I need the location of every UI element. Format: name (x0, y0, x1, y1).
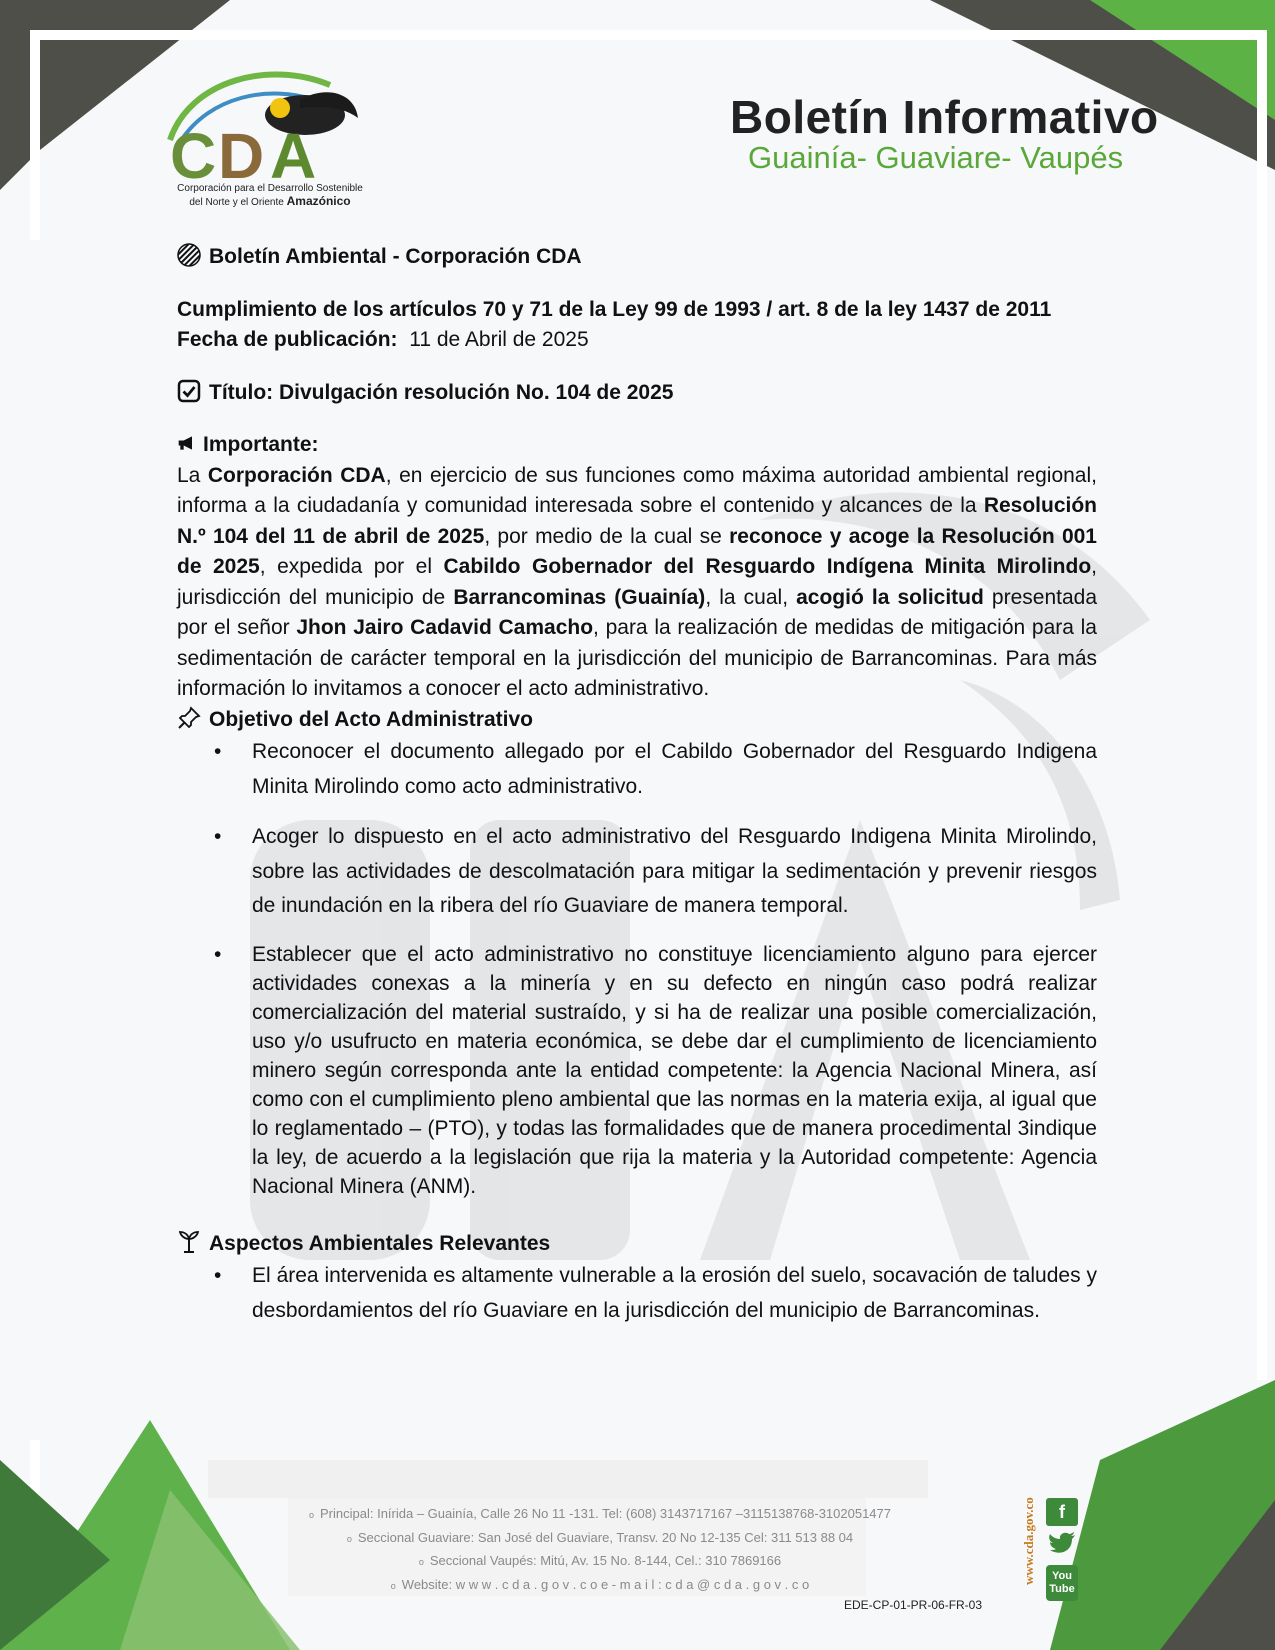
logo-line-1: Corporación para el Desarrollo Sostenible (177, 183, 363, 194)
footer-line-main: o Principal: Inírida – Guainía, Calle 26 No 11 -131. Tel: (608) 3143717167 –3115138768-3102051477 (309, 1506, 891, 1521)
footer-line-guaviare: o Seccional Guaviare: San José del Guaviare, Transv. 20 No 12-135 Cel: 311 513 88 04 (346, 1529, 854, 1545)
pin-icon (177, 706, 201, 730)
compliance-line: Cumplimiento de los artículos 70 y 71 de la Ley 99 de 1993 / art. 8 de la ley 1437 de 2011 (177, 297, 1052, 321)
resolution-title: Título: Divulgación resolución No. 104 de 2025 (209, 380, 674, 404)
svg-text:A: A (270, 120, 317, 192)
objetivo-title: Objetivo del Acto Administrativo (209, 707, 533, 731)
date-label: Fecha de publicación: (177, 328, 398, 351)
logo-line-2-bold: Amazónico (286, 194, 351, 208)
logo-caption (150, 182, 390, 209)
importante-label: Importante: (203, 433, 319, 456)
bulletin-title: Boletín Informativo (730, 91, 1159, 143)
footer-line-web: o Website: w w w . c d a . g o v . c o e - m a i l : c d a @ c d a . g o v . c o (390, 1576, 810, 1592)
section-heading (177, 242, 1097, 273)
list-item: • El área intervenida es altamente vulnerable a la erosión del suelo, socavación de taludes y desbordamientos del río Guaviare en la jurisdicción del municipio de Barrancominas. (252, 1259, 1097, 1328)
list-item: • Acoger lo dispuesto en el acto administrativo del Resguardo Indigena Minita Mirolindo, sobre las actividades de descolmatación para mitigar la sedimentación y prevenir riesgos de inundación en la ribera del río Guaviare de manera temporal. (252, 820, 1097, 924)
objetivo-list (177, 735, 1097, 1201)
importante-heading (177, 430, 1097, 461)
aspectos-list (177, 1259, 1097, 1328)
svg-text:D: D (218, 120, 265, 192)
title-line (177, 378, 1097, 409)
document-code: EDE-CP-01-PR-06-FR-03 (844, 1598, 983, 1612)
website-link[interactable]: www.cda.gov.co (1021, 1497, 1036, 1585)
bulletin-subtitle: Guainía- Guaviare- Vaupés (748, 140, 1124, 175)
aspectos-heading (177, 1229, 1097, 1260)
date-value: 11 de Abril de 2025 (409, 328, 589, 351)
section-title: Boletín Ambiental - Corporación CDA (209, 245, 582, 268)
publication-date (177, 325, 1097, 356)
svg-text:C: C (170, 120, 217, 192)
aspectos-title: Aspectos Ambientales Relevantes (209, 1231, 551, 1255)
footer-contact (290, 1503, 910, 1597)
twitter-icon[interactable] (1046, 1530, 1078, 1558)
checkbox-checked-icon (177, 379, 201, 403)
sprout-icon (177, 1230, 201, 1254)
hatched-circle-icon (177, 243, 201, 267)
list-item: • Reconocer el documento allegado por el Cabildo Gobernador del Resguardo Indigena Minita Mirolindo como acto administrativo. (252, 735, 1097, 804)
logo-line-2: del Norte y el Oriente (189, 197, 284, 208)
facebook-icon[interactable]: f (1046, 1498, 1078, 1526)
objetivo-heading (177, 705, 1097, 736)
megaphone-icon (177, 431, 197, 455)
document-body (177, 242, 1097, 1344)
youtube-icon[interactable]: You Tube (1046, 1565, 1078, 1601)
list-item: • Establecer que el acto administrativo no constituye licenciamiento alguno para ejercer actividades conexas a la minería y en su defecto en ningún caso podrá realizar comercialización del material sustraído, y si ha de realizar una posible comercialización, uso y/o usufructo en materia económica, se debe dar el cumplimiento de licenciamiento minero según corresponda ante la entidad competente: la Agencia Nacional Minera, así como con el cumplimiento pleno ambiental que las normas en la materia exija, al igual que lo reglamentado – (PTO), y todas las formalidades que de manera procedimental 3indique la ley, de acuerdo a la legislación que rija la materia y la Autoridad competente: Agencia Nacional Minera (ANM). (252, 940, 1097, 1201)
importante-paragraph: La Corporación CDA, en ejercicio de sus funciones como máxima autoridad ambiental regional, informa a la ciudadanía y comunidad interesada sobre el contenido y alcances de la Resolución N.º 104 del 11 de abril de 2025, por medio de la cual se reconoce y acoge la Resolución 001 de 2025, expedida por el Cabildo Gobernador del Resguardo Indígena Minita Mirolindo, jurisdicción del municipio de Barrancominas (Guainía), la cual, acogió la solicitud presentada por el señor Jhon Jairo Cadavid Camacho, para la realización de medidas de mitigación para la sedimentación de carácter temporal en la jurisdicción del municipio de Barrancominas. Para más información lo invitamos a conocer el acto administrativo. (177, 463, 1098, 700)
footer-line-vaupes: o Seccional Vaupés: Mitú, Av. 15 No. 8-144, Cel.: 310 7869166 (418, 1553, 782, 1568)
